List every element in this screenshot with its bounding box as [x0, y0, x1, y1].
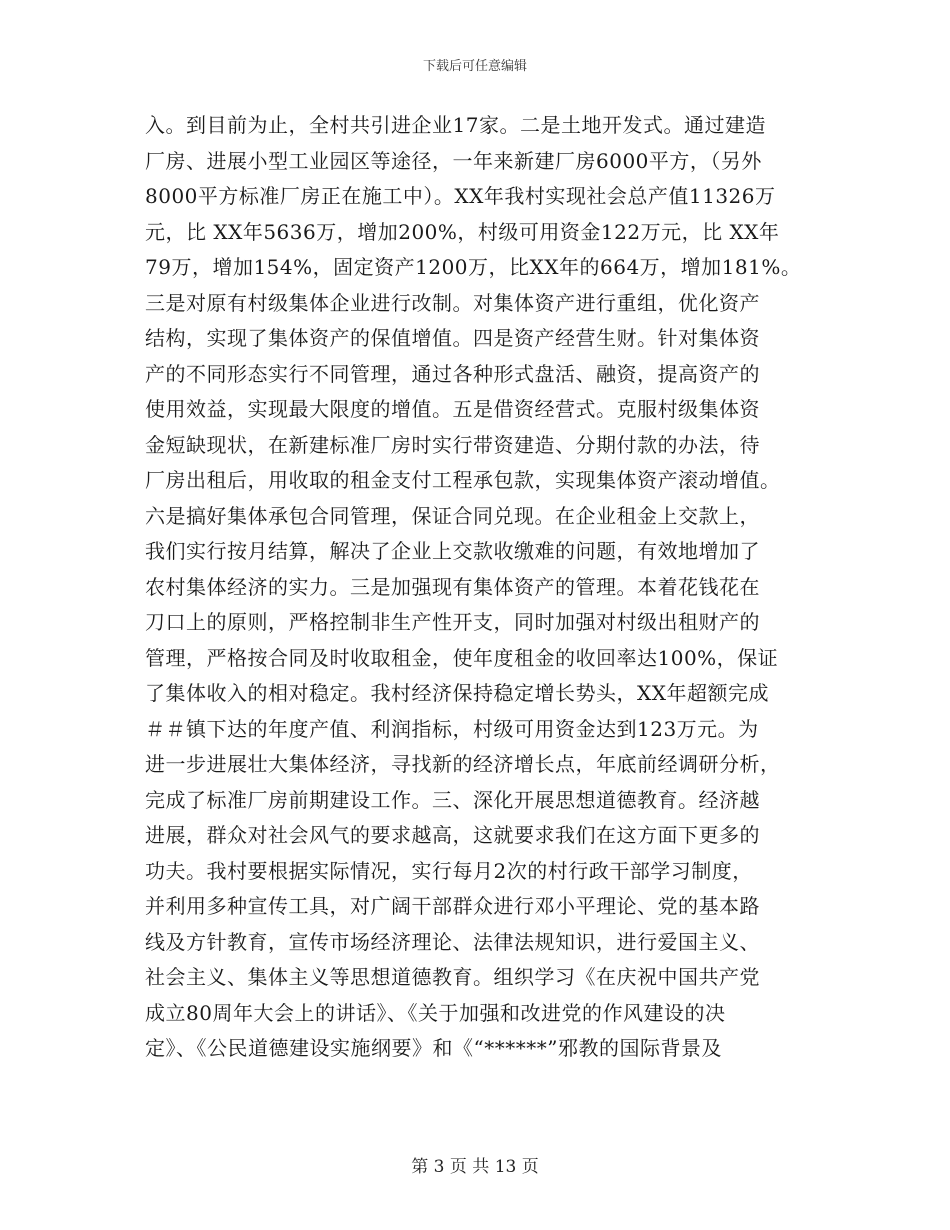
- body-line: 使用效益，实现最大限度的增值。五是借资经营式。克服村级集体资: [145, 397, 760, 421]
- body-line: 结构，实现了集体资产的保值增值。四是资产经营生财。针对集体资: [145, 326, 760, 350]
- body-line: 厂房、进展小型工业园区等途径，一年来新建厂房6000平方，（另外: [145, 148, 762, 173]
- body-line: 六是搞好集体承包合同管理，保证合同兑现。在企业租金上交款上，: [145, 503, 760, 528]
- body-line: 厂房出租后，用收取的租金支付工程承包款，实现集体资产滚动增值。: [145, 468, 781, 492]
- body-line: 进展，群众对社会风气的要求越高，这就要求我们在这方面下更多的: [145, 823, 760, 847]
- body-line: 线及方针教育，宣传市场经济理论、法律法规知识，进行爱国主义、: [145, 929, 760, 954]
- body-line: 完成了标准厂房前期建设工作。三、深化开展思想道德教育。经济越: [145, 787, 760, 812]
- body-line: 入。到目前为止，全村共引进企业17家。二是土地开发式。通过建造: [145, 113, 766, 137]
- body-line: 金短缺现状，在新建标准厂房时实行带资建造、分期付款的办法，待: [145, 432, 760, 457]
- body-line: ＃＃镇下达的年度产值、利润指标，村级可用资金达到123万元。为: [145, 716, 759, 741]
- body-line: 成立80周年大会上的讲话》、《关于加强和改进党的作风建设的决: [145, 1000, 726, 1025]
- document-body: [145, 108, 810, 1067]
- page-header: 下载后可任意编辑: [422, 59, 527, 74]
- body-line: 进一步进展壮大集体经济，寻找新的经济增长点，年底前经调研分析，: [145, 752, 781, 776]
- body-line: 产的不同形态实行不同管理，通过各种形式盘活、融资，提高资产的: [145, 361, 760, 386]
- body-line: 79万，增加154%，固定资产1200万，比XX年的664万，增加181%。: [145, 255, 802, 279]
- body-line: 我们实行按月结算，解决了企业上交款收缴难的问题，有效地增加了: [145, 539, 760, 563]
- body-line: 农村集体经济的实力。三是加强现有集体资产的管理。本着花钱花在: [145, 574, 760, 599]
- body-line: 了集体收入的相对稳定。我村经济保持稳定增长势头，XX年超额完成: [145, 681, 769, 705]
- body-line: 刀口上的原则，严格控制非生产性开支，同时加强对村级出租财产的: [145, 610, 760, 634]
- body-line: 并利用多种宣传工具，对广阔干部群众进行邓小平理论、党的基本路: [145, 894, 760, 918]
- body-line: 管理，严格按合同及时收取租金，使年度租金的收回率达100%，保证: [145, 645, 779, 670]
- body-line: 社会主义、集体主义等思想道德教育。组织学习《在庆祝中国共产党: [145, 965, 760, 989]
- body-line: 定》、《公民道德建设实施纲要》和《“******”邪教的国际背景及: [145, 1036, 722, 1060]
- body-line: 8000平方标准厂房正在施工中）。XX年我村实现社会总产值11326万: [145, 184, 776, 208]
- body-line: 三是对原有村级集体企业进行改制。对集体资产进行重组，优化资产: [145, 290, 760, 315]
- body-line: 元，比 XX年5636万，增加200%，村级可用资金122万元，比 XX年: [145, 219, 780, 244]
- body-line: 功夫。我村要根据实际情况，实行每月2次的村行政干部学习制度，: [145, 858, 753, 883]
- page-number: 第 3 页 共 13 页: [411, 1157, 539, 1177]
